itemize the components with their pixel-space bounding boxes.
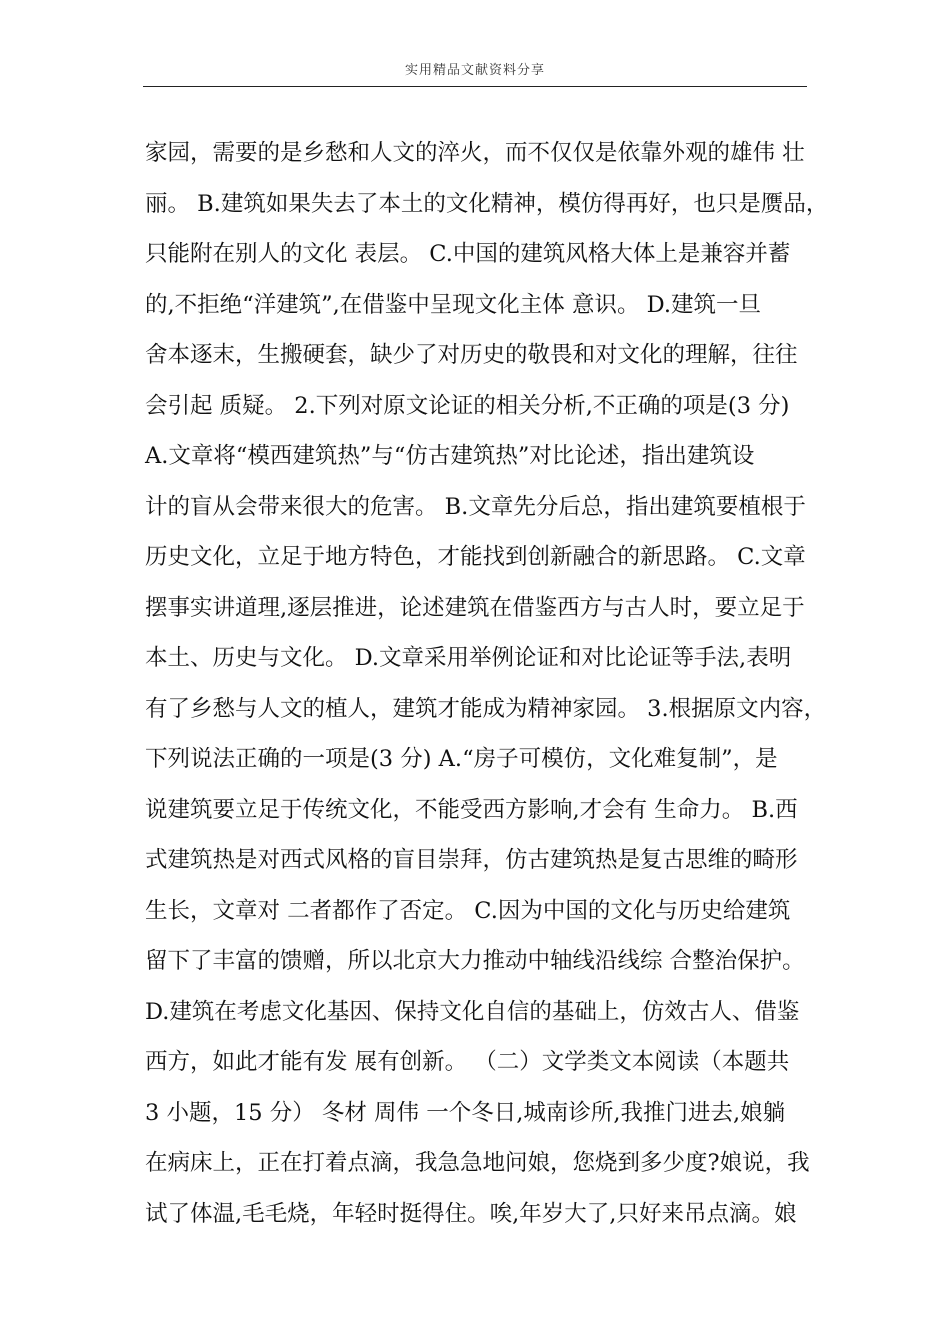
text-line: 的,不拒绝“洋建筑”,在借鉴中呈现文化主体 意识。 D.建筑一旦 <box>145 291 762 318</box>
text-line: 西方，如此才能有发 展有创新。 （二）文学类文本阅读（本题共 <box>145 1049 790 1075</box>
text-line: 家园，需要的是乡愁和人文的淬火，而不仅仅是依靠外观的雄伟 壮 <box>145 140 805 166</box>
text-line: D.建筑在考虑文化基因、保持文化自信的基础上，仿效古人、借鉴 <box>145 998 800 1025</box>
text-line: 摆事实讲道理,逐层推进，论述建筑在借鉴西方与古人时，要立足于 <box>145 594 805 621</box>
text-line: 历史文化，立足于地方特色，才能找到创新融合的新思路。 C.文章 <box>145 544 806 570</box>
text-line: 只能附在别人的文化 表层。 C.中国的建筑风格大体上是兼容并蓄 <box>145 241 791 267</box>
text-line: 生长，文章对 二者都作了否定。 C.因为中国的文化与历史给建筑 <box>145 897 791 924</box>
header-title: 实用精品文献资料分享 <box>404 63 545 78</box>
page-header <box>143 58 807 87</box>
text-line: 留下了丰富的馈赠，所以北京大力推动中轴线沿线综 合整治保护。 <box>145 948 805 974</box>
text-line: 在病床上，正在打着点滴，我急急地问娘，您烧到多少度?娘说，我 <box>145 1150 810 1176</box>
text-line: 说建筑要立足于传统文化，不能受西方影响,才会有 生命力。 B.西 <box>145 796 798 823</box>
text-line: 式建筑热是对西式风格的盲目崇拜，仿古建筑热是复古思维的畸形 <box>145 847 798 873</box>
text-line: 本土、历史与文化。 D.文章采用举例论证和对比论证等手法,表明 <box>145 645 792 671</box>
text-line: 有了乡愁与人文的植人，建筑才能成为精神家园。 3.根据原文内容， <box>145 695 827 722</box>
document-body <box>145 128 829 1239</box>
text-line: 舍本逐末，生搬硬套，缺少了对历史的敬畏和对文化的理解，往往 <box>145 342 798 368</box>
text-line: 3 小题，15 分） 冬材 周伟 一个冬日,城南诊所,我推门进去,娘躺 <box>145 1099 786 1126</box>
text-line: 下列说法正确的一项是(3 分) A.“房子可模仿，文化难复制”，是 <box>145 746 778 772</box>
text-line: A.文章将“模西建筑热”与“仿古建筑热”对比论述，指出建筑设 <box>145 443 755 469</box>
text-line: 会引起 质疑。 2.下列对原文论证的相关分析,不正确的项是(3 分) <box>145 392 790 419</box>
text-line: 试了体温,毛毛烧，年轻时挺得住。唉,年岁大了,只好来吊点滴。娘 <box>145 1200 797 1227</box>
text-line: 丽。 B.建筑如果失去了本土的文化精神，模仿得再好，也只是赝品， <box>145 190 829 217</box>
text-line: 计的盲从会带来很大的危害。 B.文章先分后总，指出建筑要植根于 <box>145 493 806 520</box>
